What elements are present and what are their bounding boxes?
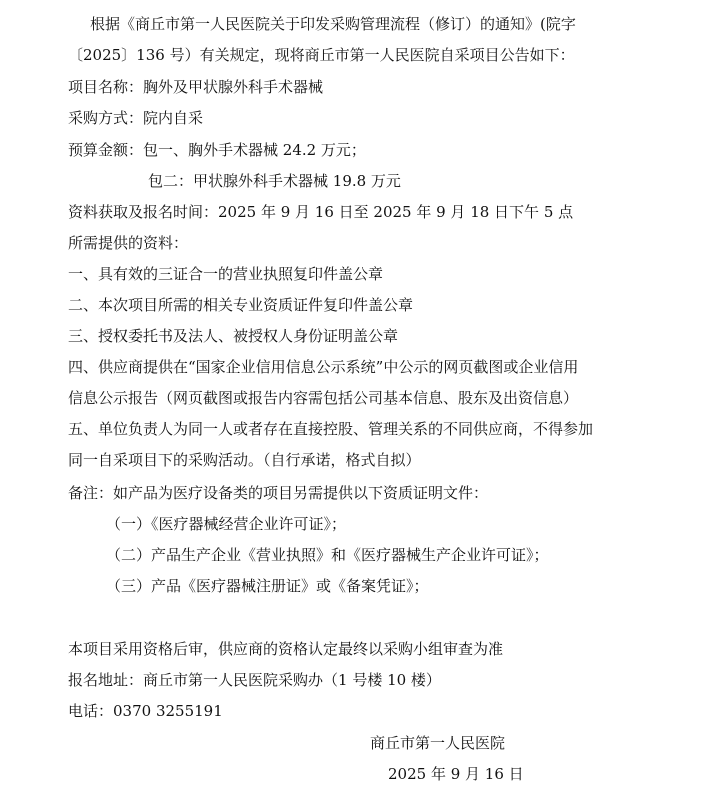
required-docs-heading: 所需提供的资料： bbox=[68, 234, 189, 252]
required-doc-item-4-line-1: 四、供应商提供在“国家企业信用信息公示系统”中公示的网页截图或企业信用 bbox=[68, 358, 579, 376]
budget-line-2: 包二：甲状腺外科手术器械 19.8 万元 bbox=[148, 172, 401, 190]
required-doc-item-2: 二、本次项目所需的相关专业资质证件复印件盖公章 bbox=[68, 296, 414, 314]
required-doc-item-4-line-2: 信息公示报告（网页截图或报告内容需包括公司基本信息、股东及出资信息） bbox=[68, 389, 579, 407]
intro-line-2: 〔2025〕136 号）有关规定，现将商丘市第一人民医院自采项目公告如下： bbox=[68, 46, 575, 64]
required-doc-item-5-line-2: 同一自采项目下的采购活动。（自行承诺，格式自拟） bbox=[68, 451, 421, 469]
intro-line-1: 根据《商丘市第一人民医院关于印发采购管理流程（修订）的通知》(院字 bbox=[90, 15, 576, 33]
purchase-method: 采购方式：院内自采 bbox=[68, 109, 204, 127]
required-doc-item-3: 三、授权委托书及法人、被授权人身份证明盖公章 bbox=[68, 327, 399, 345]
budget-line-1: 预算金额：包一、胸外手术器械 24.2 万元； bbox=[68, 141, 366, 159]
remarks-heading: 备注：如产品为医疗设备类的项目另需提供以下资质证明文件： bbox=[68, 484, 489, 502]
required-doc-item-1: 一、具有效的三证合一的营业执照复印件盖公章 bbox=[68, 265, 384, 283]
remarks-item-2: （二）产品生产企业《营业执照》和《医疗器械生产企业许可证》； bbox=[106, 546, 549, 564]
registration-time: 资料获取及报名时间：2025 年 9 月 16 日至 2025 年 9 月 18 日下午 5 点 bbox=[68, 203, 574, 221]
signature-date: 2025 年 9 月 16 日 bbox=[388, 765, 524, 783]
remarks-item-3: （三）产品《医疗器械注册证》或《备案凭证》； bbox=[106, 577, 429, 595]
required-doc-item-5-line-1: 五、单位负责人为同一人或者存在直接控股、管理关系的不同供应商，不得参加 bbox=[68, 420, 594, 438]
review-note: 本项目采用资格后审，供应商的资格认定最终以采购小组审查为准 bbox=[68, 640, 504, 658]
signature-organization: 商丘市第一人民医院 bbox=[370, 734, 506, 752]
registration-address: 报名地址：商丘市第一人民医院采购办（1 号楼 10 楼） bbox=[68, 671, 441, 689]
contact-phone: 电话：0370 3255191 bbox=[68, 702, 223, 720]
remarks-item-1: （一）《医疗器械经营企业许可证》； bbox=[106, 515, 347, 533]
project-name: 项目名称：胸外及甲状腺外科手术器械 bbox=[68, 78, 324, 96]
